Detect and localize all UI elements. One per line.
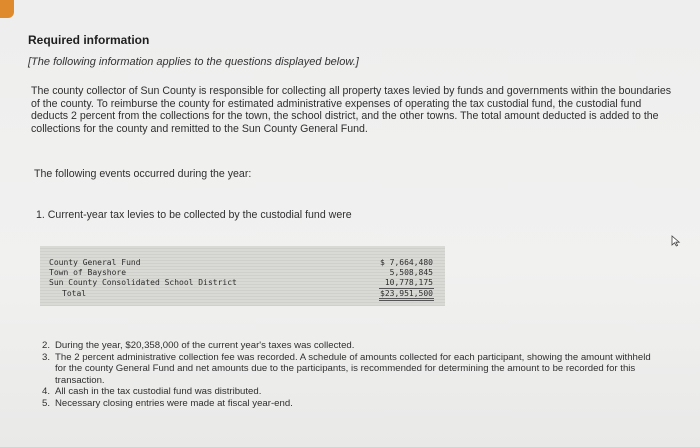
list-item [42, 386, 652, 398]
required-information-heading: Required information [28, 33, 150, 47]
levy-name: Sun County Consolidated School District [49, 278, 237, 287]
list-item [42, 352, 652, 387]
list-item-number: 2. [42, 340, 51, 351]
list-item [42, 340, 652, 352]
mouse-pointer-icon [670, 235, 682, 247]
levy-name: Town of Bayshore [49, 268, 127, 277]
tax-levies-table [40, 246, 445, 306]
list-item [42, 398, 652, 410]
levy-amount: 10,778,175 [384, 278, 433, 287]
levy-amount: $ 7,664,480 [380, 258, 433, 267]
list-item-text: All cash in the tax custodial fund was distributed. [55, 386, 262, 398]
list-item-text: Necessary closing entries were made at fiscal year-end. [55, 397, 293, 409]
events-list [42, 340, 652, 410]
list-item-text: During the year, $20,358,000 of the current year's taxes was collected. [55, 340, 355, 351]
applies-note: [The following information applies to the questions displayed below.] [28, 56, 359, 68]
list-item-number: 5. [42, 397, 51, 409]
levy-total-amount: $23,951,500 [379, 288, 434, 301]
levy-total-row [40, 289, 445, 299]
list-item-number: 4. [42, 386, 51, 398]
orange-tab-mark-icon [0, 0, 14, 18]
levy-amount: 5,508,845 [389, 268, 433, 277]
intro-paragraph: The county collector of Sun County is responsible for collecting all property taxes levied by funds and governments within the boundaries of the county. To reimburse the county for estimated administrative expenses of operating the tax custodial fund, the custodial fund deducts 2 percent from the collections for the town, the school district, and the other towns. The total amount deducted is added to the collections for the county and remitted to the Sun County General Fund. [31, 85, 672, 135]
levy-total-label: Total [62, 289, 87, 298]
list-item-text: The 2 percent administrative collection fee was recorded. A schedule of amounts collected for each participant, showing the amount withheld for the county General Fund and net amounts due to the participants, is recommended for determining the amount to be recorded for this transaction. [55, 351, 651, 386]
event-item-1: 1. Current-year tax levies to be collected by the custodial fund were [36, 209, 352, 221]
levy-row [40, 258, 445, 268]
events-intro: The following events occurred during the year: [34, 168, 252, 180]
levy-name: County General Fund [49, 258, 141, 267]
list-item-number: 3. [42, 351, 51, 363]
levy-row [40, 268, 445, 278]
levy-row [40, 278, 445, 288]
